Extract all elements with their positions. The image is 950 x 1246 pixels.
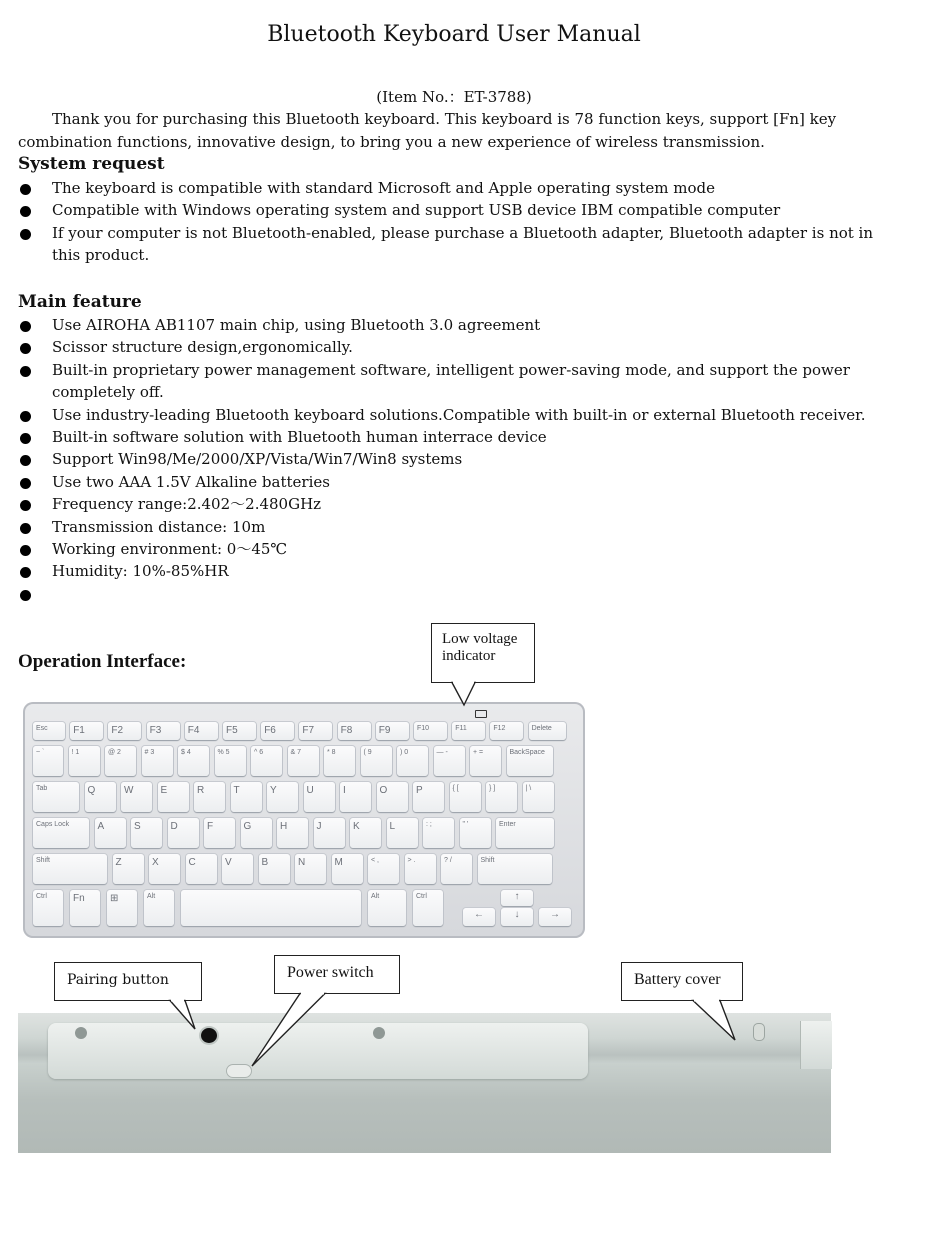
low-voltage-pointer [452, 683, 475, 706]
keyboard-key: Alt [368, 890, 406, 926]
keyboard-key: Shift [33, 854, 107, 884]
battery-callout: Battery cover [621, 962, 743, 1001]
keyboard-key: M [332, 854, 363, 884]
intro-paragraph: Thank you for purchasing this Bluetooth keyboard. This keyboard is 78 function keys, support [Fn] key combination functions, innovative design, to bring you a new experience of wireless transmission. [18, 110, 837, 151]
keyboard-key: Delete [529, 722, 566, 740]
keyboard-key: Ctrl [413, 890, 443, 926]
list-item: Compatible with Windows operating system and support USB device IBM compatible computer [18, 199, 900, 221]
list-item: The keyboard is compatible with standard Microsoft and Apple operating system mode [18, 177, 900, 199]
keyboard-key: — - [434, 746, 465, 776]
keyboard-key: F7 [299, 722, 332, 740]
keyboard-key: U [304, 782, 335, 812]
keyboard-key: Caps Lock [33, 818, 89, 848]
keyboard-key: A [95, 818, 126, 848]
keyboard-key: $ 4 [178, 746, 209, 776]
keyboard-key: Enter [496, 818, 554, 848]
keyboard-key: < , [368, 854, 399, 884]
keyboard-key: B [259, 854, 290, 884]
keyboard-key: E [158, 782, 189, 812]
operation-interface-heading: Operation Interface: [18, 651, 187, 672]
keyboard-key: " ' [460, 818, 491, 848]
keyboard-key: Shift [478, 854, 552, 884]
list-item: Built-in proprietary power management software, intelligent power-saving mode, and support the power completely off. [18, 359, 900, 404]
keyboard-key: F5 [223, 722, 256, 740]
list-item: Built-in software solution with Bluetooth human interrace device [18, 426, 900, 448]
item-number: (Item No.：ET-3788) [376, 88, 532, 106]
list-item: Working environment: 0～45℃ [18, 538, 900, 560]
keyboard-key: G [241, 818, 272, 848]
keyboard-key: Ctrl [33, 890, 63, 926]
keyboard-key: # 3 [142, 746, 173, 776]
keyboard-key: F10 [414, 722, 447, 740]
system-request-heading: System request [18, 154, 165, 174]
keyboard-key: N [295, 854, 326, 884]
keyboard-key: J [314, 818, 345, 848]
keyboard-key: V [222, 854, 253, 884]
keyboard-key: BackSpace [507, 746, 553, 776]
keyboard-key: L [387, 818, 418, 848]
keyboard-key: Q [85, 782, 116, 812]
arrow-key: ↓ [501, 908, 533, 926]
keyboard-key: | \ [523, 782, 554, 812]
pairing-pointer [170, 1001, 195, 1030]
keyboard-key: R [194, 782, 225, 812]
keyboard-key: H [277, 818, 308, 848]
keyboard-key: O [377, 782, 408, 812]
keyboard-key: ) 0 [397, 746, 428, 776]
keyboard-key: F3 [147, 722, 180, 740]
keyboard-key: D [168, 818, 199, 848]
keyboard-key: W [121, 782, 152, 812]
keyboard-key: F9 [376, 722, 409, 740]
list-item: If your computer is not Bluetooth-enabled, please purchase a Bluetooth adapter, Bluetooth adapter is not in this product. [18, 222, 900, 267]
list-item: Use industry-leading Bluetooth keyboard solutions.Compatible with built-in or external Bluetooth receiver. [18, 404, 900, 426]
keyboard-key: + = [470, 746, 501, 776]
keyboard-key: Alt [144, 890, 174, 926]
keyboard-key: % 5 [215, 746, 246, 776]
keyboard-key: F8 [338, 722, 371, 740]
page-title: Bluetooth Keyboard User Manual [267, 22, 641, 47]
battery-pointer [693, 1001, 735, 1041]
keyboard-key: ( 9 [361, 746, 392, 776]
keyboard-key: C [186, 854, 217, 884]
keyboard-key: P [413, 782, 444, 812]
keyboard-key: > . [405, 854, 436, 884]
keyboard-key: & 7 [288, 746, 319, 776]
keyboard-key: S [131, 818, 162, 848]
keyboard-key: { [ [450, 782, 481, 812]
power-callout: Power switch [274, 955, 400, 994]
low-voltage-callout: Low voltage indicator [431, 623, 535, 683]
list-item: Humidity: 10%-85%HR [18, 560, 900, 582]
keyboard-key: ~ ` [33, 746, 63, 776]
list-item: Transmission distance: 10m [18, 516, 900, 538]
keyboard-key: Z [113, 854, 144, 884]
arrow-key: ↑ [501, 890, 533, 906]
keyboard-key: F [204, 818, 235, 848]
keyboard-key: F6 [261, 722, 294, 740]
keyboard-key: * 8 [324, 746, 355, 776]
keyboard-key: F11 [452, 722, 485, 740]
pairing-callout: Pairing button [54, 962, 202, 1001]
keyboard-key: @ 2 [105, 746, 136, 776]
arrow-key: → [539, 908, 571, 926]
list-item: Frequency range:2.402～2.480GHz [18, 493, 900, 515]
arrow-key: ← [463, 908, 495, 926]
keyboard-key: I [340, 782, 371, 812]
keyboard-key: } ] [486, 782, 517, 812]
keyboard-key: ? / [441, 854, 472, 884]
keyboard-key: Esc [33, 722, 65, 740]
keyboard-key: T [231, 782, 262, 812]
list-item: Support Win98/Me/2000/XP/Vista/Win7/Win8 systems [18, 448, 900, 470]
list-item: Scissor structure design,ergonomically. [18, 336, 900, 358]
keyboard-key: ! 1 [69, 746, 100, 776]
keyboard-key: F4 [185, 722, 218, 740]
keyboard-key: F1 [70, 722, 103, 740]
keyboard-key: ^ 6 [251, 746, 282, 776]
keyboard-key: F2 [108, 722, 141, 740]
keyboard-key: ⊞ [107, 890, 137, 926]
list-item: Use two AAA 1.5V Alkaline batteries [18, 471, 900, 493]
keyboard-key: F12 [490, 722, 523, 740]
keyboard-key: Tab [33, 782, 79, 812]
keyboard-key: Y [267, 782, 298, 812]
power-pointer [252, 994, 325, 1067]
keyboard-key: Fn [70, 890, 100, 926]
keyboard-key: X [149, 854, 180, 884]
list-item: Use AIROHA AB1107 main chip, using Bluetooth 3.0 agreement [18, 314, 900, 336]
keyboard-key: K [350, 818, 381, 848]
keyboard-key: : ; [423, 818, 454, 848]
main-feature-heading: Main feature [18, 292, 142, 312]
